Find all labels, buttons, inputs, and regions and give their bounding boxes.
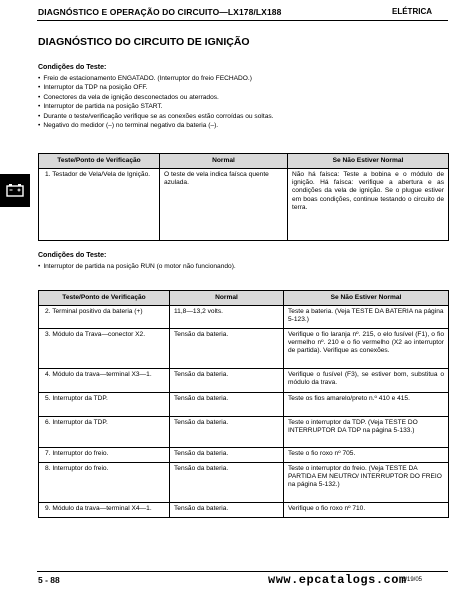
list-item: • Interruptor da TDP na posição OFF. bbox=[38, 83, 274, 92]
abnormal-cell: Teste a bateria. (Veja TESTE DA BATERIA na página 5-123.) bbox=[284, 306, 449, 329]
table-header-row bbox=[39, 154, 449, 169]
battery-icon bbox=[6, 183, 24, 197]
normal-cell: Tensão da bateria. bbox=[170, 463, 284, 503]
column-header: Se Não Estiver Normal bbox=[284, 291, 449, 306]
normal-cell: Tensão da bateria. bbox=[170, 369, 284, 393]
conditions-heading: Condições do Teste: bbox=[38, 252, 107, 259]
test-cell: 9. Módulo da trava—terminal X4—1. bbox=[39, 503, 170, 518]
table-row bbox=[39, 306, 449, 329]
abnormal-cell: Teste o fio roxo nº 705. bbox=[284, 448, 449, 463]
table-header-row bbox=[39, 291, 449, 306]
normal-cell: Tensão da bateria. bbox=[170, 503, 284, 518]
footer-rule bbox=[37, 571, 448, 572]
section-title: DIAGNÓSTICO DO CIRCUITO DE IGNIÇÃO bbox=[38, 36, 250, 48]
table-row bbox=[39, 448, 449, 463]
test-cell: 2. Terminal positivo da bateria (+) bbox=[39, 306, 170, 329]
conditions-list bbox=[38, 262, 236, 271]
test-cell: 1. Testador de Vela/Vela de Ignição. bbox=[39, 169, 160, 241]
normal-cell: Tensão da bateria. bbox=[170, 448, 284, 463]
revision-date: 6/19/05 bbox=[402, 577, 423, 583]
list-item: • Interruptor de partida na posição START. bbox=[38, 102, 274, 111]
list-item: • Conectores da vela de ignição desconectados ou aterrados. bbox=[38, 93, 274, 102]
test-cell: 6. Interruptor da TDP. bbox=[39, 417, 170, 448]
normal-cell: Tensão da bateria. bbox=[170, 329, 284, 369]
conditions-list bbox=[38, 74, 274, 130]
normal-cell: O teste de vela indica faísca quente azulada. bbox=[160, 169, 288, 241]
column-header: Normal bbox=[160, 154, 288, 169]
header-section: ELÉTRICA bbox=[392, 7, 432, 16]
table-row bbox=[39, 463, 449, 503]
test-cell: 7. Interruptor do freio. bbox=[39, 448, 170, 463]
test-cell: 4. Módulo da trava—terminal X3—1. bbox=[39, 369, 170, 393]
table-row bbox=[39, 329, 449, 369]
list-item: • Negativo do medidor (–) no terminal negativo da bateria (–). bbox=[38, 121, 274, 130]
abnormal-cell: Teste o interruptor da TDP. (Veja TESTE DO INTERRUPTOR DA TDP na página 5-133.) bbox=[284, 417, 449, 448]
column-header: Normal bbox=[170, 291, 284, 306]
table-row bbox=[39, 393, 449, 417]
test-cell: 5. Interruptor da TDP. bbox=[39, 393, 170, 417]
table-row bbox=[39, 169, 449, 241]
column-header: Teste/Ponto de Verificação bbox=[39, 154, 160, 169]
conditions-heading: Condições do Teste: bbox=[38, 64, 107, 71]
list-item: • Interruptor de partida na posição RUN (o motor não funcionando). bbox=[38, 262, 236, 271]
test-cell: 8. Interruptor do freio. bbox=[39, 463, 170, 503]
normal-cell: Tensão da bateria. bbox=[170, 417, 284, 448]
table-row bbox=[39, 369, 449, 393]
abnormal-cell: Verifique o fio roxo nº 710. bbox=[284, 503, 449, 518]
abnormal-cell: Teste os fios amarelo/preto n.º 410 e 415. bbox=[284, 393, 449, 417]
abnormal-cell: Verifique o fusível (F3), se estiver bom, substitua o módulo da trava. bbox=[284, 369, 449, 393]
header-title: DIAGNÓSTICO E OPERAÇÃO DO CIRCUITO—LX178/LX188 bbox=[38, 7, 282, 17]
ignition-test-table bbox=[38, 153, 449, 241]
abnormal-cell: Teste o interruptor do freio. (Veja TESTE DA PARTIDA EM NEUTRO/ INTERRUPTOR DO FREIO na página 5-132.) bbox=[284, 463, 449, 503]
normal-cell: 11,8—13,2 volts. bbox=[170, 306, 284, 329]
electrical-section-tab bbox=[0, 174, 30, 207]
header-rule bbox=[37, 20, 448, 21]
abnormal-cell: Verifique o fio laranja nº. 215, o elo fusível (F1), o fio vermelho nº. 210 e o fio vermelho (X2 ao interruptor de partida). Verifique as conexões. bbox=[284, 329, 449, 369]
column-header: Teste/Ponto de Verificação bbox=[39, 291, 170, 306]
list-item: • Durante o teste/verificação verifique se as conexões estão corroídas ou soltas. bbox=[38, 112, 274, 121]
table-row bbox=[39, 417, 449, 448]
column-header: Se Não Estiver Normal bbox=[288, 154, 449, 169]
test-cell: 3. Módulo da Trava—conector X2. bbox=[39, 329, 170, 369]
table-row bbox=[39, 503, 449, 518]
circuit-test-table bbox=[38, 290, 449, 518]
list-item: • Freio de estacionamento ENGATADO. (Interruptor do freio FECHADO.) bbox=[38, 74, 274, 83]
page-number: 5 - 88 bbox=[38, 575, 60, 585]
normal-cell: Tensão da bateria. bbox=[170, 393, 284, 417]
abnormal-cell: Não há faísca: Teste a bobina e o módulo de ignição. Há faísca: verifique a abertura e as condições da vela de ignição. Se o plugue estiver em boas condições, continue testando o circuito de terra. bbox=[288, 169, 449, 241]
watermark: www.epcatalogs.com bbox=[268, 573, 407, 587]
